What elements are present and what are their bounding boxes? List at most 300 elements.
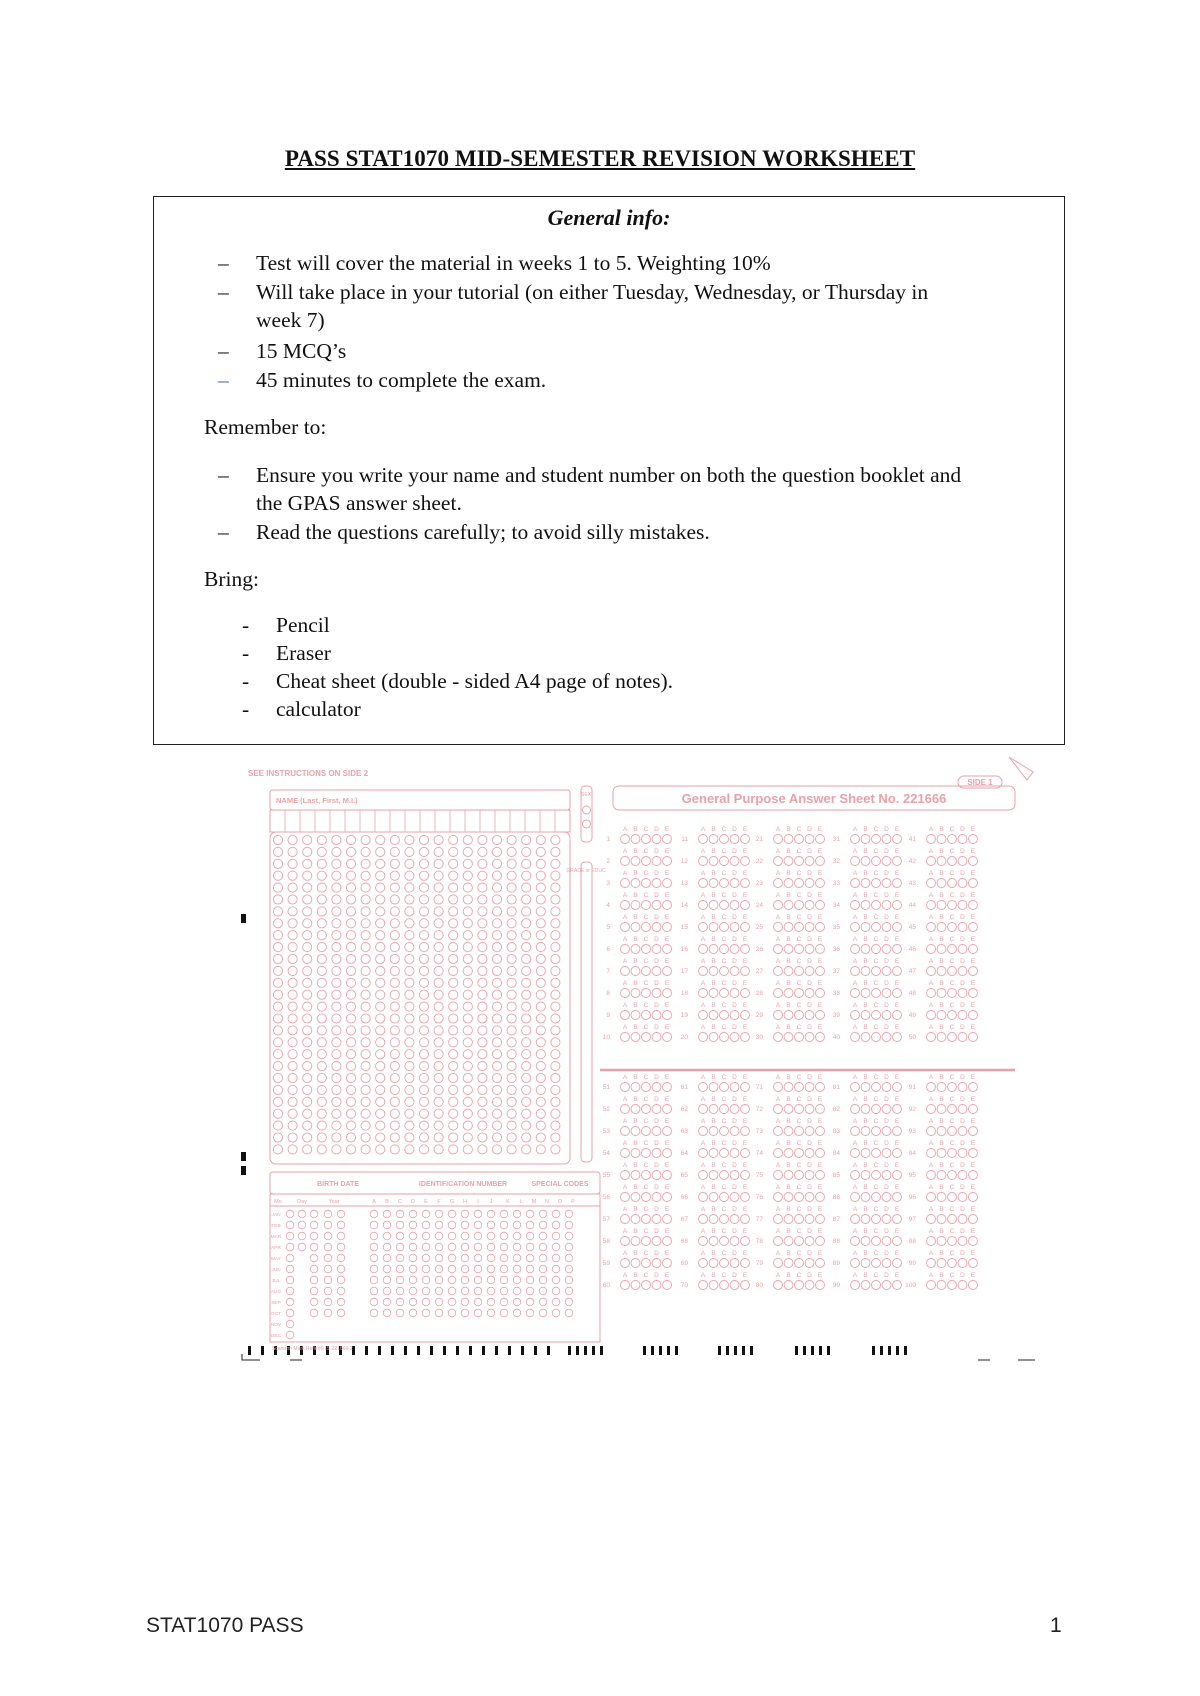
answer-bubble bbox=[642, 879, 651, 888]
name-bubble bbox=[376, 966, 385, 975]
choice-letter: E bbox=[664, 1228, 670, 1235]
id-bubble bbox=[474, 1287, 482, 1295]
name-bubble bbox=[536, 990, 545, 999]
answer-bubble bbox=[663, 1259, 672, 1268]
name-bubble bbox=[332, 978, 341, 987]
question-number: 99 bbox=[908, 1260, 916, 1267]
name-bubble bbox=[449, 1133, 458, 1142]
name-bubble bbox=[449, 919, 458, 928]
name-bubble bbox=[478, 883, 487, 892]
answer-bubble bbox=[663, 967, 672, 976]
name-bubble bbox=[288, 1073, 297, 1082]
answer-bubble bbox=[795, 1259, 804, 1268]
name-bubble bbox=[376, 978, 385, 987]
answer-bubble bbox=[851, 1259, 860, 1268]
id-bubble bbox=[487, 1232, 495, 1240]
answer-bubble bbox=[709, 1215, 718, 1224]
name-bubble bbox=[478, 1133, 487, 1142]
name-bubble bbox=[536, 919, 545, 928]
answer-bubble bbox=[937, 1033, 946, 1042]
answer-bubble bbox=[621, 901, 630, 910]
answer-bubble bbox=[699, 857, 708, 866]
name-bubble bbox=[361, 883, 370, 892]
question-number: 76 bbox=[755, 1194, 763, 1201]
answer-bubble bbox=[851, 1193, 860, 1202]
question-number: 50 bbox=[908, 1034, 916, 1041]
name-bubble bbox=[317, 1121, 326, 1130]
id-bubble bbox=[422, 1298, 430, 1306]
year-bubble bbox=[324, 1254, 332, 1262]
question-number: 45 bbox=[908, 924, 916, 931]
answer-bubble bbox=[652, 835, 661, 844]
name-bubble bbox=[390, 1026, 399, 1035]
timing-mark bbox=[547, 1346, 550, 1355]
answer-bubble bbox=[720, 1171, 729, 1180]
answer-bubble bbox=[621, 1193, 630, 1202]
choice-letter: A bbox=[622, 958, 628, 965]
choice-letter: B bbox=[711, 892, 716, 899]
answer-bubble bbox=[861, 835, 870, 844]
name-bubble bbox=[478, 895, 487, 904]
name-bubble bbox=[449, 847, 458, 856]
choice-letter: B bbox=[939, 1024, 944, 1031]
question-number: 88 bbox=[832, 1238, 840, 1245]
name-bubble bbox=[405, 1073, 414, 1082]
name-bubble bbox=[303, 1085, 312, 1094]
id-bubble bbox=[409, 1276, 417, 1284]
answer-bubble bbox=[699, 901, 708, 910]
answer-bubble bbox=[709, 1033, 718, 1042]
name-bubble bbox=[317, 1097, 326, 1106]
answer-bubble bbox=[805, 1011, 814, 1020]
id-bubble bbox=[383, 1232, 391, 1240]
name-bubble bbox=[449, 883, 458, 892]
month-label: OCT bbox=[270, 1312, 282, 1317]
answer-bubble bbox=[882, 1083, 891, 1092]
choice-letter: D bbox=[960, 936, 965, 943]
name-bubble bbox=[463, 859, 472, 868]
name-bubble bbox=[317, 883, 326, 892]
id-bubble bbox=[552, 1210, 560, 1218]
id-bubble bbox=[396, 1309, 404, 1317]
answer-bubble bbox=[784, 989, 793, 998]
choice-letter: A bbox=[700, 1024, 706, 1031]
question-number: 86 bbox=[832, 1194, 840, 1201]
answer-bubble bbox=[937, 857, 946, 866]
choice-letter: E bbox=[970, 958, 976, 965]
answer-bubble bbox=[861, 1237, 870, 1246]
answer-bubble bbox=[631, 1127, 640, 1136]
name-bubble bbox=[419, 943, 428, 952]
answer-bubble bbox=[872, 1011, 881, 1020]
name-bubble bbox=[522, 1133, 531, 1142]
id-bubble bbox=[487, 1210, 495, 1218]
answer-bubble bbox=[652, 879, 661, 888]
answer-bubble bbox=[730, 1083, 739, 1092]
answer-bubble bbox=[795, 879, 804, 888]
name-bubble bbox=[463, 847, 472, 856]
answer-bubble bbox=[816, 1215, 825, 1224]
answer-bubble bbox=[784, 1281, 793, 1290]
answer-bubble bbox=[699, 835, 708, 844]
answer-bubble bbox=[882, 901, 891, 910]
day-bubble bbox=[298, 1243, 306, 1251]
answer-bubble bbox=[795, 989, 804, 998]
answer-bubble bbox=[631, 879, 640, 888]
answer-bubble bbox=[709, 857, 718, 866]
name-bubble bbox=[361, 1014, 370, 1023]
name-bubble bbox=[463, 978, 472, 987]
choice-letter: A bbox=[852, 1250, 858, 1257]
name-bubble bbox=[507, 847, 516, 856]
id-bubble bbox=[487, 1243, 495, 1251]
choice-letter: A bbox=[622, 1096, 628, 1103]
answer-bubble bbox=[795, 1193, 804, 1202]
name-bubble bbox=[434, 1014, 443, 1023]
answer-bubble bbox=[730, 835, 739, 844]
name-bubble bbox=[346, 1062, 355, 1071]
name-bubble bbox=[273, 990, 282, 999]
choice-letter: D bbox=[654, 958, 659, 965]
answer-bubble bbox=[958, 1083, 967, 1092]
choice-letter: B bbox=[863, 1228, 868, 1235]
name-bubble bbox=[536, 943, 545, 952]
name-bubble bbox=[492, 931, 501, 940]
name-bubble bbox=[273, 1062, 282, 1071]
name-bubble bbox=[507, 1073, 516, 1082]
answer-bubble bbox=[861, 1259, 870, 1268]
id-bubble bbox=[565, 1221, 573, 1229]
choice-letter: A bbox=[928, 936, 934, 943]
name-bubble bbox=[405, 1109, 414, 1118]
answer-bubble bbox=[652, 1171, 661, 1180]
choice-letter: C bbox=[873, 1096, 879, 1103]
question-number: 36 bbox=[832, 946, 840, 953]
choice-letter: D bbox=[884, 1024, 889, 1031]
id-bubble bbox=[539, 1210, 547, 1218]
name-bubble bbox=[492, 1038, 501, 1047]
name-bubble bbox=[449, 1038, 458, 1047]
choice-letter: D bbox=[960, 1024, 965, 1031]
answer-bubble bbox=[927, 1237, 936, 1246]
name-bubble bbox=[419, 990, 428, 999]
choice-letter: C bbox=[873, 1184, 879, 1191]
name-bubble bbox=[478, 966, 487, 975]
choice-letter: C bbox=[721, 958, 727, 965]
name-bubble bbox=[332, 1133, 341, 1142]
name-bubble bbox=[522, 895, 531, 904]
name-bubble bbox=[332, 883, 341, 892]
day-bubble bbox=[310, 1221, 318, 1229]
choice-letter: E bbox=[894, 1118, 900, 1125]
name-bubble bbox=[303, 1109, 312, 1118]
id-bubble bbox=[487, 1265, 495, 1273]
answer-bubble bbox=[699, 989, 708, 998]
id-bubble bbox=[422, 1309, 430, 1317]
name-bubble bbox=[449, 859, 458, 868]
id-col-header: D bbox=[411, 1199, 415, 1205]
choice-letter: E bbox=[664, 1096, 670, 1103]
id-bubble bbox=[539, 1287, 547, 1295]
name-bubble bbox=[273, 1121, 282, 1130]
answer-bubble bbox=[948, 1011, 957, 1020]
name-bubble bbox=[434, 931, 443, 940]
id-bubble bbox=[552, 1287, 560, 1295]
name-bubble bbox=[551, 966, 560, 975]
name-bubble bbox=[434, 978, 443, 987]
question-number: 70 bbox=[680, 1282, 688, 1289]
id-bubble bbox=[513, 1287, 521, 1295]
special-col-header: M bbox=[531, 1199, 537, 1205]
timing-mark bbox=[888, 1346, 891, 1355]
timing-mark bbox=[521, 1346, 524, 1355]
answer-bubble bbox=[741, 857, 750, 866]
name-bubble bbox=[463, 966, 472, 975]
answer-bubble bbox=[816, 1281, 825, 1290]
choice-letter: C bbox=[721, 1002, 727, 1009]
name-bubble bbox=[463, 1145, 472, 1154]
date-col-header: Mo bbox=[274, 1199, 282, 1205]
choice-letter: D bbox=[654, 980, 659, 987]
name-bubble bbox=[536, 1145, 545, 1154]
choice-letter: E bbox=[894, 1206, 900, 1213]
name-bubble bbox=[492, 835, 501, 844]
answer-bubble bbox=[927, 989, 936, 998]
answer-bubble bbox=[937, 989, 946, 998]
name-bubble bbox=[463, 835, 472, 844]
question-number: 14 bbox=[680, 902, 688, 909]
choice-letter: D bbox=[960, 1118, 965, 1125]
choice-letter: A bbox=[775, 1024, 781, 1031]
name-bubble bbox=[419, 859, 428, 868]
day-bubble bbox=[310, 1254, 318, 1262]
answer-bubble bbox=[621, 1033, 630, 1042]
bullet-item: Test will cover the material in weeks 1 to 5. Weighting 10% bbox=[256, 251, 771, 275]
id-bubble bbox=[500, 1232, 508, 1240]
name-bubble bbox=[536, 1026, 545, 1035]
choice-letter: E bbox=[817, 1228, 823, 1235]
name-bubble bbox=[405, 978, 414, 987]
answer-bubble bbox=[958, 1237, 967, 1246]
name-bubble bbox=[419, 954, 428, 963]
name-bubble bbox=[551, 919, 560, 928]
name-bubble bbox=[273, 1038, 282, 1047]
name-bubble bbox=[522, 943, 531, 952]
id-bubble bbox=[383, 1254, 391, 1262]
month-bubble bbox=[286, 1265, 294, 1273]
id-bubble bbox=[383, 1287, 391, 1295]
day-bubble bbox=[310, 1309, 318, 1317]
id-bubble bbox=[513, 1309, 521, 1317]
name-bubble bbox=[536, 1109, 545, 1118]
name-bubble bbox=[536, 1073, 545, 1082]
answer-bubble bbox=[851, 1127, 860, 1136]
answer-bubble bbox=[741, 1149, 750, 1158]
answer-bubble bbox=[774, 1237, 783, 1246]
choice-letter: D bbox=[884, 1140, 889, 1147]
choice-letter: A bbox=[622, 1118, 628, 1125]
answer-bubble bbox=[795, 1281, 804, 1290]
answer-bubble bbox=[805, 1215, 814, 1224]
name-bubble bbox=[346, 978, 355, 987]
answer-bubble bbox=[774, 1149, 783, 1158]
name-bubble bbox=[463, 1121, 472, 1130]
day-bubble bbox=[298, 1232, 306, 1240]
name-bubble bbox=[478, 1014, 487, 1023]
name-bubble bbox=[536, 1014, 545, 1023]
id-bubble bbox=[370, 1243, 378, 1251]
answer-bubble bbox=[861, 945, 870, 954]
choice-letter: D bbox=[654, 936, 659, 943]
answer-bubble bbox=[720, 1281, 729, 1290]
question-number: 29 bbox=[755, 1012, 763, 1019]
question-number: 69 bbox=[680, 1260, 688, 1267]
choice-letter: C bbox=[949, 1228, 955, 1235]
question-number: 78 bbox=[755, 1238, 763, 1245]
name-bubble bbox=[346, 883, 355, 892]
question-number: 57 bbox=[602, 1216, 610, 1223]
name-bubble bbox=[463, 1026, 472, 1035]
month-bubble bbox=[286, 1210, 294, 1218]
choice-letter: B bbox=[863, 1162, 868, 1169]
name-bubble bbox=[390, 1073, 399, 1082]
month-bubble bbox=[286, 1320, 294, 1328]
answer-bubble bbox=[958, 1105, 967, 1114]
month-bubble bbox=[286, 1309, 294, 1317]
name-bubble bbox=[492, 966, 501, 975]
question-number: 21 bbox=[755, 836, 763, 843]
name-bubble bbox=[419, 1133, 428, 1142]
name-bubble bbox=[434, 859, 443, 868]
answer-bubble bbox=[720, 1105, 729, 1114]
id-bubble bbox=[539, 1232, 547, 1240]
name-bubble bbox=[332, 1062, 341, 1071]
id-bubble bbox=[370, 1309, 378, 1317]
choice-letter: D bbox=[654, 1228, 659, 1235]
question-number: 96 bbox=[908, 1194, 916, 1201]
answer-bubble bbox=[642, 967, 651, 976]
name-bubble bbox=[361, 847, 370, 856]
choice-letter: A bbox=[852, 892, 858, 899]
answer-bubble bbox=[730, 1259, 739, 1268]
bring-dash: - bbox=[242, 613, 250, 637]
choice-letter: C bbox=[796, 1162, 802, 1169]
id-bubble bbox=[565, 1232, 573, 1240]
answer-bubble bbox=[969, 1193, 978, 1202]
name-bubble bbox=[390, 919, 399, 928]
choice-letter: E bbox=[664, 870, 670, 877]
name-bubble bbox=[434, 954, 443, 963]
name-bubble bbox=[492, 1109, 501, 1118]
choice-letter: A bbox=[700, 1228, 706, 1235]
name-bubble bbox=[463, 1038, 472, 1047]
name-bubble bbox=[332, 990, 341, 999]
answer-bubble bbox=[652, 1193, 661, 1202]
name-bubble bbox=[419, 931, 428, 940]
name-bubble bbox=[273, 1085, 282, 1094]
question-number: 40 bbox=[832, 1034, 840, 1041]
month-label: MAR bbox=[270, 1235, 282, 1240]
choice-letter: B bbox=[633, 1118, 638, 1125]
choice-letter: D bbox=[960, 1140, 965, 1147]
special-col-header: P bbox=[571, 1199, 575, 1205]
answer-bubble bbox=[774, 1281, 783, 1290]
id-bubble bbox=[435, 1210, 443, 1218]
answer-bubble bbox=[631, 1105, 640, 1114]
answer-bubble bbox=[709, 1083, 718, 1092]
answer-bubble bbox=[851, 989, 860, 998]
choice-letter: B bbox=[863, 1002, 868, 1009]
choice-letter: B bbox=[863, 1074, 868, 1081]
name-bubble bbox=[536, 1038, 545, 1047]
name-bubble bbox=[551, 943, 560, 952]
name-bubble bbox=[317, 1133, 326, 1142]
answer-bubble bbox=[730, 1033, 739, 1042]
choice-letter: B bbox=[786, 936, 791, 943]
choice-letter: D bbox=[884, 1250, 889, 1257]
name-bubble bbox=[361, 943, 370, 952]
id-bubble bbox=[552, 1243, 560, 1251]
name-bubble bbox=[317, 919, 326, 928]
name-bubble bbox=[434, 847, 443, 856]
question-number: 23 bbox=[755, 880, 763, 887]
name-bubble bbox=[492, 1026, 501, 1035]
timing-mark bbox=[469, 1346, 472, 1355]
answer-bubble bbox=[969, 857, 978, 866]
answer-bubble bbox=[882, 1171, 891, 1180]
name-bubble bbox=[478, 907, 487, 916]
name-bubble bbox=[463, 1097, 472, 1106]
answer-bubble bbox=[969, 1011, 978, 1020]
answer-bubble bbox=[958, 1033, 967, 1042]
choice-letter: A bbox=[775, 1074, 781, 1081]
choice-letter: A bbox=[928, 826, 934, 833]
question-number: 47 bbox=[908, 968, 916, 975]
id-bubble bbox=[448, 1265, 456, 1273]
name-bubble bbox=[405, 1085, 414, 1094]
name-bubble bbox=[303, 954, 312, 963]
choice-letter: E bbox=[664, 936, 670, 943]
answer-bubble bbox=[927, 923, 936, 932]
name-bubble bbox=[536, 1050, 545, 1059]
choice-letter: B bbox=[863, 1206, 868, 1213]
answer-bubble bbox=[795, 835, 804, 844]
choice-letter: D bbox=[654, 1096, 659, 1103]
answer-bubble bbox=[872, 1105, 881, 1114]
choice-letter: A bbox=[928, 1118, 934, 1125]
choice-letter: D bbox=[732, 1272, 737, 1279]
choice-letter: D bbox=[732, 1140, 737, 1147]
choice-letter: D bbox=[732, 848, 737, 855]
name-bubble bbox=[346, 1073, 355, 1082]
id-bubble bbox=[383, 1298, 391, 1306]
answer-bubble bbox=[882, 989, 891, 998]
choice-letter: B bbox=[633, 1228, 638, 1235]
choice-letter: B bbox=[863, 1024, 868, 1031]
choice-letter: C bbox=[796, 936, 802, 943]
name-bubble bbox=[449, 1014, 458, 1023]
id-bubble bbox=[422, 1232, 430, 1240]
answer-bubble bbox=[631, 1083, 640, 1092]
timing-mark bbox=[508, 1346, 511, 1355]
day-bubble bbox=[298, 1221, 306, 1229]
name-bubble bbox=[522, 1109, 531, 1118]
bullet-item: 45 minutes to complete the exam. bbox=[256, 368, 547, 392]
choice-letter: B bbox=[863, 1184, 868, 1191]
answer-bubble bbox=[816, 857, 825, 866]
answer-bubble bbox=[774, 1105, 783, 1114]
name-bubble bbox=[376, 835, 385, 844]
